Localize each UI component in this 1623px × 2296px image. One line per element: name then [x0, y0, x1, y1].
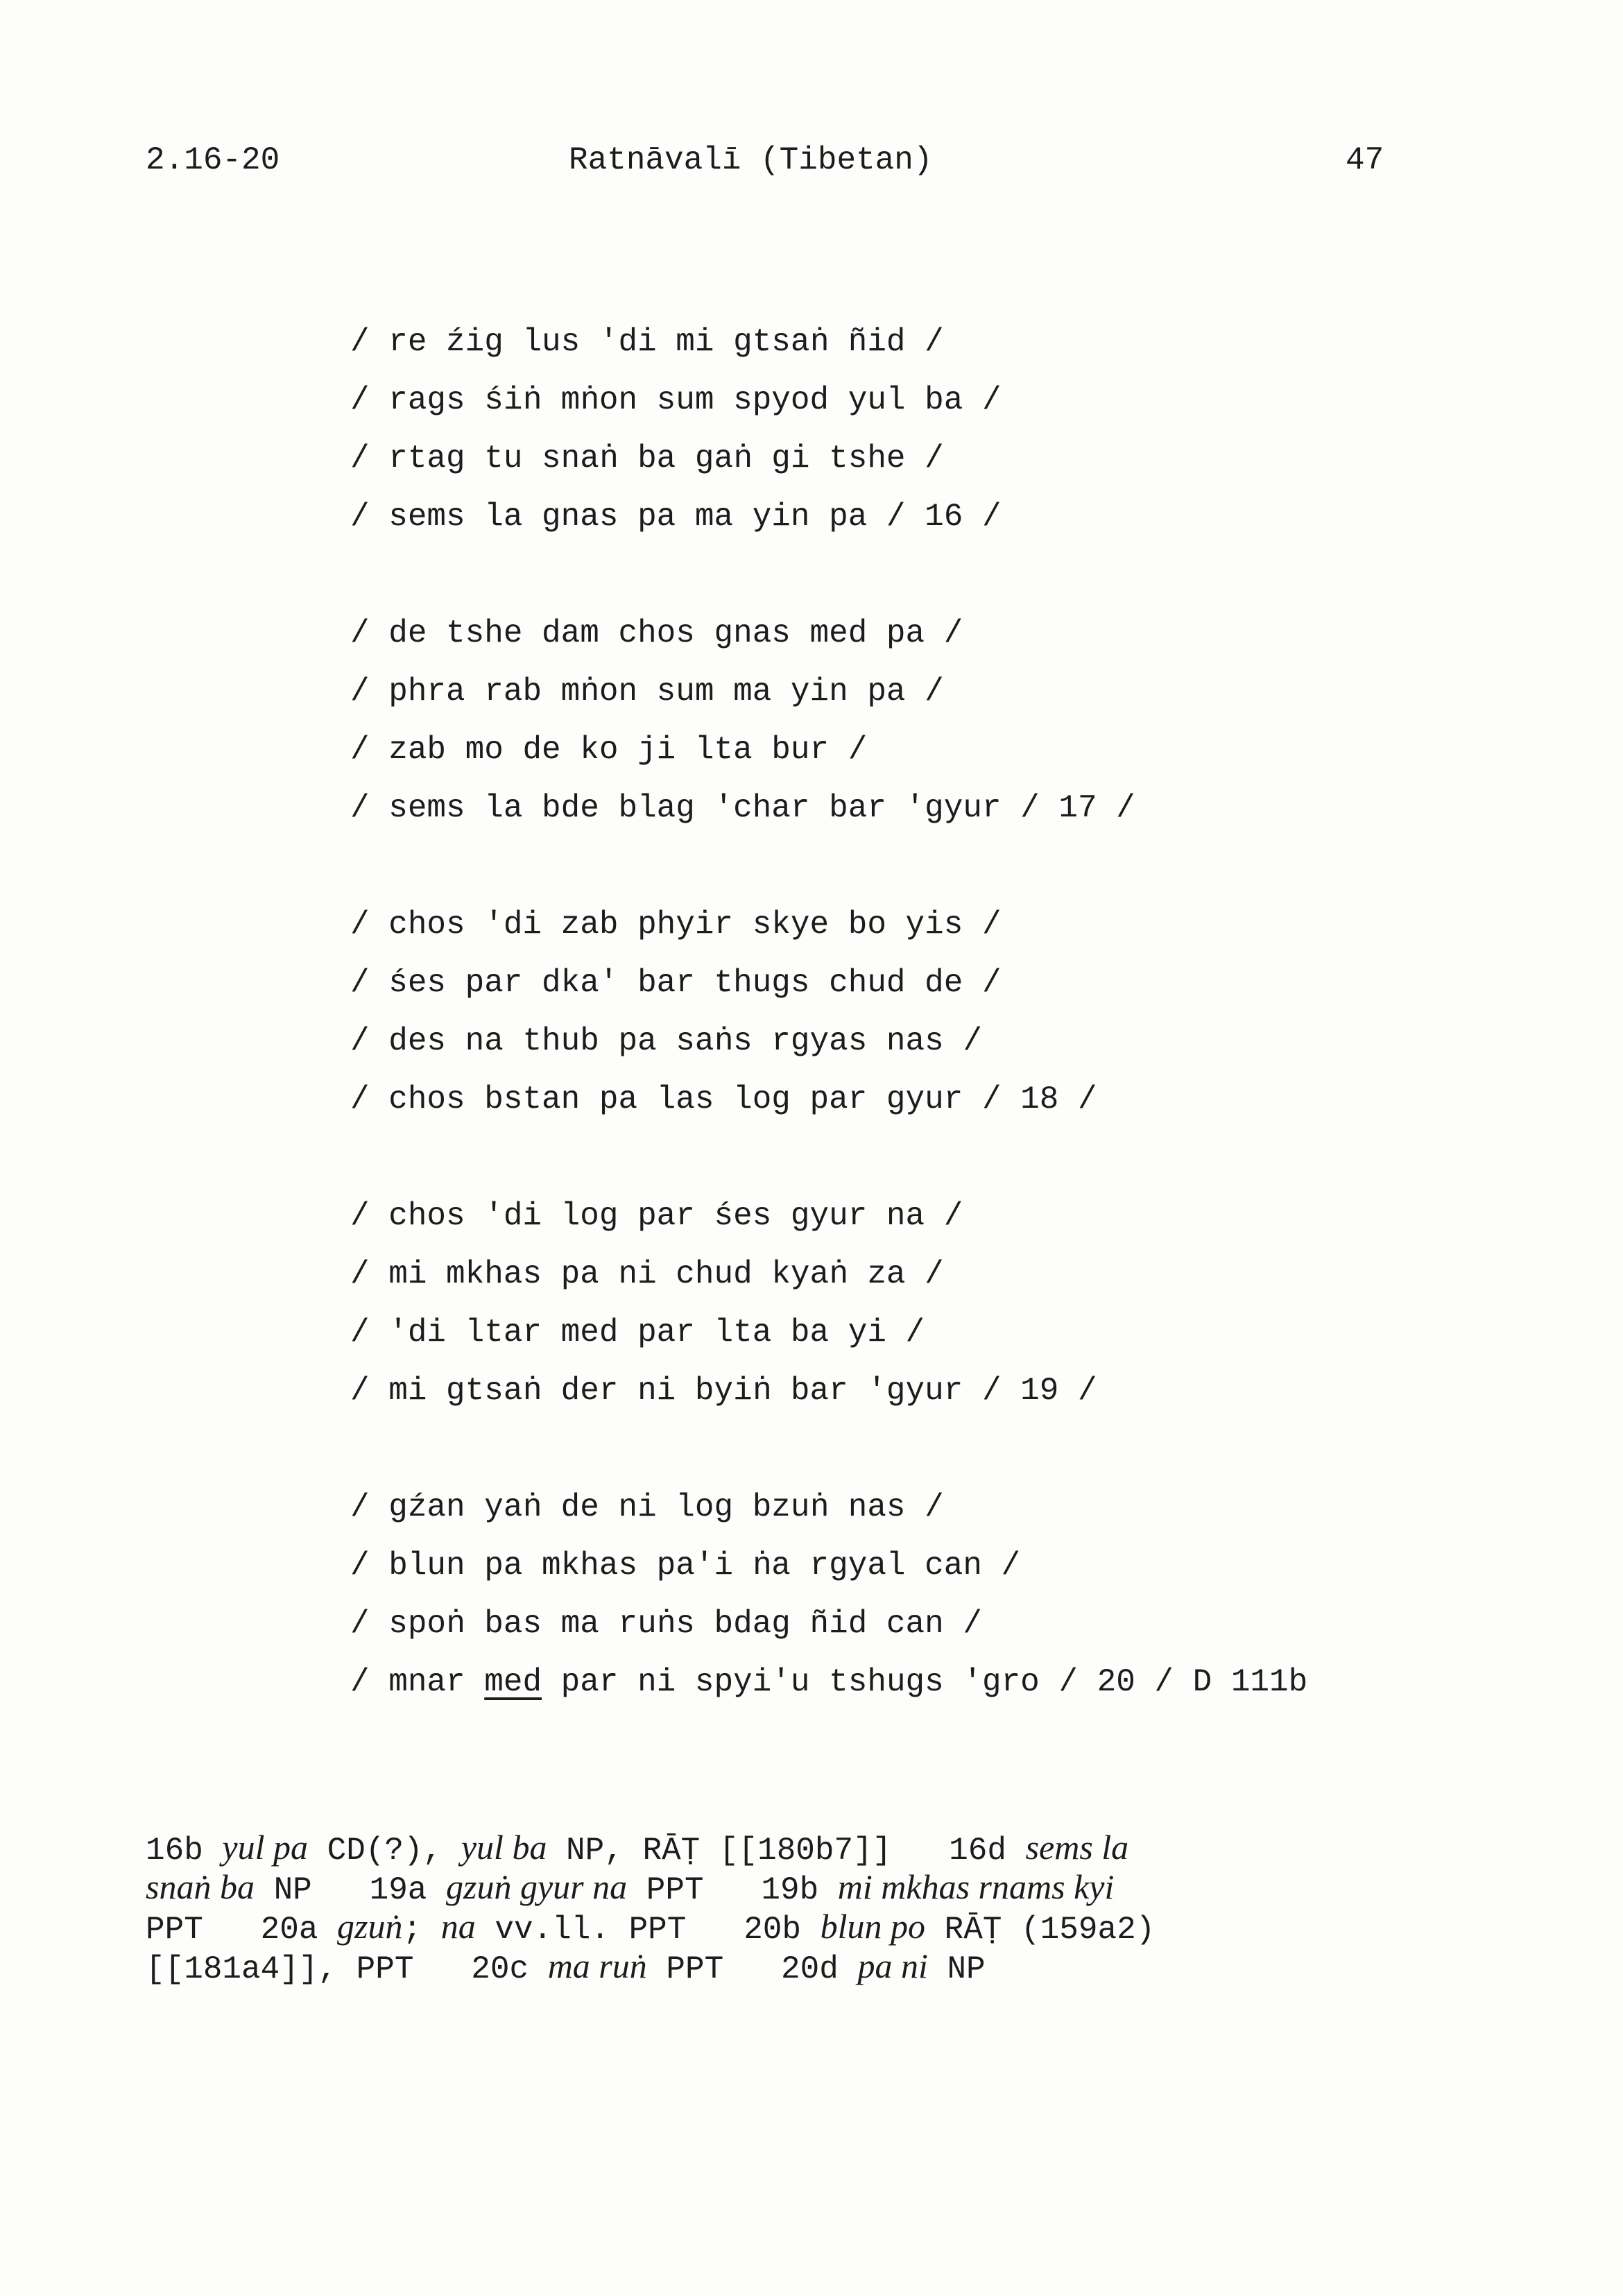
- note-line: [146, 1867, 1498, 1907]
- note-reading: ma ruṅ: [547, 1946, 647, 1985]
- running-title: Ratnāvalī (Tibetan): [569, 142, 933, 178]
- note-text: PPT 20d: [646, 1951, 858, 1987]
- note-reading: pa ni: [857, 1946, 928, 1985]
- verse-line: / gźan yaṅ de ni log bzuṅ nas /: [350, 1489, 944, 1525]
- verse-line: [350, 1658, 1307, 1716]
- note-reading: yul pa: [222, 1828, 309, 1867]
- verse-line: / blun pa mkhas pa'i ṅa rgyal can /: [350, 1548, 1021, 1584]
- verse-line: / sems la bde blag 'char bar 'gyur / 17 /: [350, 790, 1135, 826]
- note-reading: snaṅ ba: [146, 1867, 255, 1906]
- note-text: PPT 19b: [627, 1872, 838, 1908]
- stanza-18: [350, 900, 1307, 1133]
- section-range: 2.16-20: [146, 142, 280, 178]
- verse-line: / śes par dka' bar thugs chud de /: [350, 965, 1002, 1001]
- note-text: NP: [927, 1951, 986, 1987]
- note-line: [146, 1907, 1498, 1946]
- note-reading: na: [440, 1907, 476, 1946]
- underlined-word: med: [484, 1664, 542, 1700]
- note-reading: gzuṅ gyur na: [446, 1867, 628, 1906]
- verse-line: / rags śiṅ mṅon sum spyod yul ba /: [350, 382, 1002, 418]
- note-text: RĀṬ (159a2): [925, 1912, 1156, 1948]
- verse-line: / de tshe dam chos gnas med pa /: [350, 615, 963, 651]
- note-text: vv.ll. PPT 20b: [475, 1912, 821, 1948]
- note-reading: yul ba: [461, 1828, 547, 1867]
- stanza-20: [350, 1483, 1307, 1716]
- note-text: CD(?),: [308, 1833, 461, 1869]
- variant-notes: [146, 1828, 1498, 1986]
- note-text: 16b: [146, 1833, 223, 1869]
- stanza-16: [350, 318, 1307, 551]
- page-header: [0, 142, 1623, 191]
- note-line: [146, 1828, 1498, 1867]
- note-text: PPT 20a: [146, 1912, 338, 1948]
- note-reading: gzuṅ: [337, 1907, 403, 1946]
- note-text: NP, RĀṬ [[180b7]] 16d: [547, 1833, 1026, 1869]
- stanza-19: [350, 1192, 1307, 1425]
- verse-line: / sems la gnas pa ma yin pa / 16 /: [350, 499, 1002, 535]
- verse-line: / 'di ltar med par lta ba yi /: [350, 1314, 925, 1351]
- verse-text: par ni spyi'u tshugs 'gro / 20 / D 111b: [542, 1664, 1308, 1700]
- verse-block: [350, 318, 1307, 1774]
- verse-line: / rtag tu snaṅ ba gaṅ gi tshe /: [350, 440, 944, 477]
- verse-line: / chos bstan pa las log par gyur / 18 /: [350, 1081, 1097, 1117]
- note-reading: mi mkhas rnams kyi: [837, 1867, 1115, 1906]
- note-text: NP 19a: [254, 1872, 447, 1908]
- verse-line: / mi gtsaṅ der ni byiṅ bar 'gyur / 19 /: [350, 1373, 1097, 1409]
- page-number: 47: [1346, 142, 1384, 178]
- verse-line: / phra rab mṅon sum ma yin pa /: [350, 674, 944, 710]
- verse-line: / mi mkhas pa ni chud kyaṅ za /: [350, 1256, 944, 1292]
- note-text: [[181a4]], PPT 20c: [146, 1951, 548, 1987]
- verse-text: / mnar: [350, 1664, 485, 1700]
- verse-line: / chos 'di log par śes gyur na /: [350, 1198, 963, 1234]
- verse-line: / spoṅ bas ma ruṅs bdag ñid can /: [350, 1606, 982, 1642]
- note-reading: sems la: [1025, 1828, 1129, 1867]
- note-line: [146, 1946, 1498, 1986]
- note-reading: blun po: [820, 1907, 926, 1946]
- verse-line: / chos 'di zab phyir skye bo yis /: [350, 907, 1002, 943]
- verse-line: / zab mo de ko ji lta bur /: [350, 732, 868, 768]
- verse-line: / re źig lus 'di mi gtsaṅ ñid /: [350, 324, 944, 360]
- stanza-17: [350, 609, 1307, 842]
- verse-line: / des na thub pa saṅs rgyas nas /: [350, 1023, 982, 1059]
- note-text: ;: [402, 1912, 441, 1948]
